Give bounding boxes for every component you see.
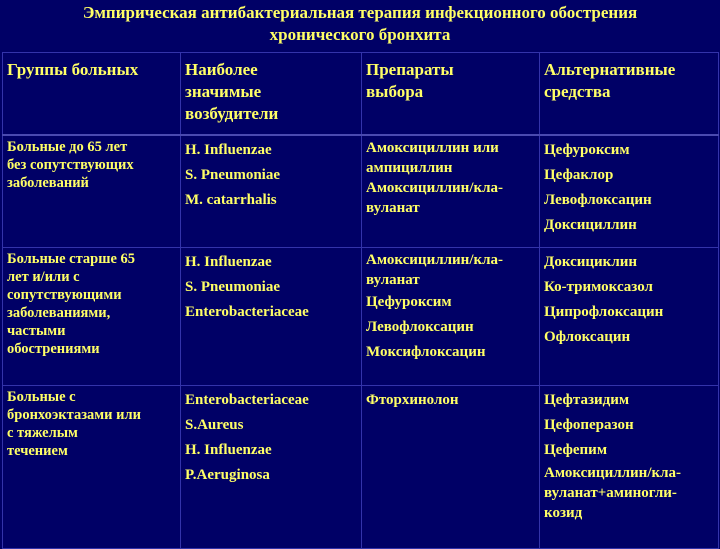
cell-line: лет и/или с: [7, 269, 80, 285]
cell-line: козид: [544, 505, 583, 521]
cell-line: без сопутствующих: [7, 157, 134, 173]
cell-line: течением: [7, 443, 68, 459]
cell-line: M. catarrhalis: [185, 192, 277, 208]
cell-line: Больные до 65 лет: [7, 139, 128, 155]
cell-alternatives: [540, 248, 719, 386]
table-row: [3, 248, 719, 386]
cell-group: [3, 386, 181, 549]
slide-title: [0, 2, 720, 46]
cell-line: частыми: [7, 323, 66, 339]
cell-line: Цефепим: [544, 442, 608, 458]
header-line: Препараты: [366, 60, 454, 79]
header-groups: [3, 53, 181, 136]
cell-pathogens: [181, 386, 362, 549]
cell-line: обострениями: [7, 341, 100, 357]
cell-line: Цефуроксим: [366, 294, 452, 310]
cell-line: Enterobacteriaceae: [185, 392, 309, 408]
cell-line: Амоксициллин/кла-: [366, 252, 504, 268]
cell-group: [3, 248, 181, 386]
header-line: Группы больных: [7, 60, 139, 79]
cell-line: заболеваний: [7, 175, 89, 191]
cell-line: Больные с: [7, 389, 76, 405]
cell-line: вуланат: [366, 272, 420, 288]
cell-pathogens: [181, 248, 362, 386]
cell-line: Цефаклор: [544, 167, 614, 183]
cell-line: заболеваниями,: [7, 305, 111, 321]
cell-line: сопутствующими: [7, 287, 122, 303]
cell-drugs: [362, 248, 540, 386]
cell-line: Фторхинолон: [366, 392, 459, 408]
cell-line: Enterobacteriaceae: [185, 304, 309, 320]
therapy-table: [2, 52, 719, 549]
cell-line: ампициллин: [366, 160, 453, 176]
header-alternatives: [540, 53, 719, 136]
cell-line: Офлоксацин: [544, 329, 631, 345]
header-drugs: [362, 53, 540, 136]
cell-alternatives: [540, 386, 719, 549]
header-line: возбудители: [185, 104, 279, 123]
cell-drugs: [362, 135, 540, 248]
cell-line: H. Influenzae: [185, 142, 272, 158]
header-line: Наиболее: [185, 60, 258, 79]
cell-line: Моксифлоксацин: [366, 344, 486, 360]
cell-line: Левофлоксацин: [366, 319, 474, 335]
table-row: [3, 386, 719, 549]
cell-line: вуланат: [366, 200, 420, 216]
cell-line: Цефуроксим: [544, 142, 630, 158]
cell-line: Ко-тримоксазол: [544, 279, 653, 295]
cell-line: Амоксициллин/кла-: [366, 180, 504, 196]
cell-line: S.Aureus: [185, 417, 244, 433]
title-line-2: хронического бронхита: [269, 25, 451, 44]
cell-line: Ципрофлоксацин: [544, 304, 664, 320]
cell-line: P.Aeruginosa: [185, 467, 270, 483]
cell-line: Амоксициллин/кла-: [544, 465, 682, 481]
cell-line: бронхоэктазами или: [7, 407, 141, 423]
header-pathogens: [181, 53, 362, 136]
cell-alternatives: [540, 135, 719, 248]
cell-line: Цефоперазон: [544, 417, 634, 433]
cell-line: Амоксициллин или: [366, 140, 499, 156]
cell-group: [3, 135, 181, 248]
header-line: значимые: [185, 82, 262, 101]
cell-line: S. Pneumoniae: [185, 279, 281, 295]
cell-line: H. Influenzae: [185, 442, 272, 458]
cell-line: H. Influenzae: [185, 254, 272, 270]
cell-line: Больные старше 65: [7, 251, 136, 267]
header-line: средства: [544, 82, 611, 101]
header-line: Альтернативные: [544, 60, 676, 79]
cell-line: Левофлоксацин: [544, 192, 652, 208]
header-line: выбора: [366, 82, 424, 101]
cell-pathogens: [181, 135, 362, 248]
cell-line: Цефтазидим: [544, 392, 630, 408]
cell-line: вуланат+аминогли-: [544, 485, 677, 501]
cell-line: Доксициллин: [544, 217, 637, 233]
cell-drugs: [362, 386, 540, 549]
cell-line: S. Pneumoniae: [185, 167, 281, 183]
title-line-1: Эмпирическая антибактериальная терапия инфекционного обострения: [82, 3, 638, 22]
table-row: [3, 135, 719, 248]
table-header-row: [3, 53, 719, 136]
cell-line: Доксициклин: [544, 254, 638, 270]
cell-line: с тяжелым: [7, 425, 78, 441]
